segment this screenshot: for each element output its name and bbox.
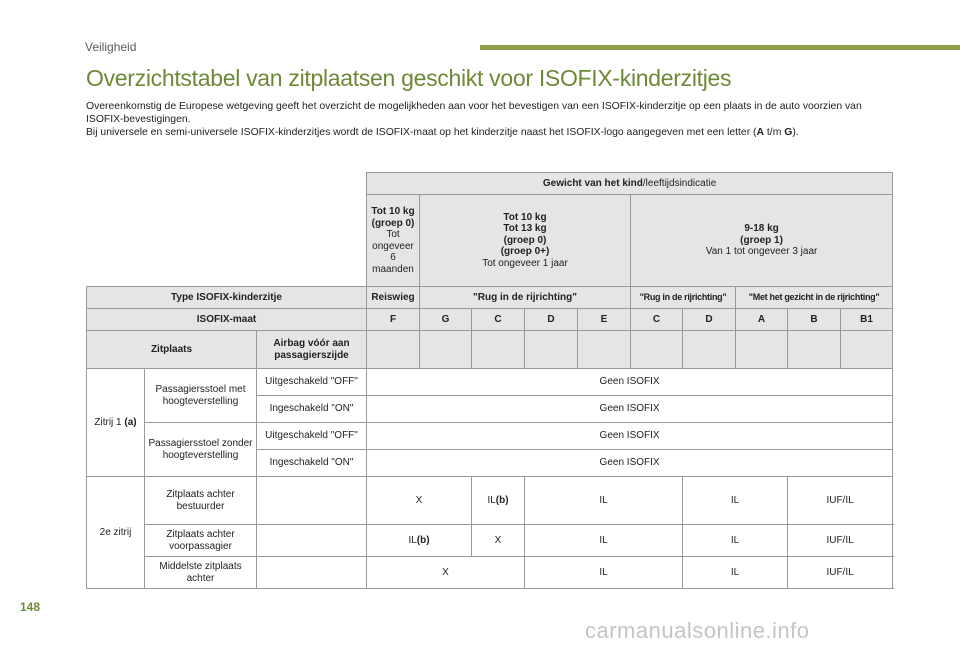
value-cell: IL — [683, 477, 788, 525]
value-cell: IL — [525, 477, 683, 525]
value-cell: X — [367, 557, 525, 589]
empty-header-cell — [525, 331, 578, 369]
empty-header-cell — [788, 331, 841, 369]
group-1-line: (groep 0) — [503, 234, 547, 246]
size-cell: B1 — [841, 309, 893, 331]
table-row — [87, 423, 893, 450]
value-cell: IL — [525, 557, 683, 589]
no-isofix-cell: Geen ISOFIX — [367, 423, 893, 450]
group-1 — [631, 195, 893, 287]
airbag-state: Uitgeschakeld "OFF" — [257, 423, 367, 450]
group-row — [87, 195, 893, 287]
value-cell — [472, 477, 525, 525]
seat-header-row — [87, 331, 893, 369]
type-rearward-1: "Rug in de rijrichting" — [420, 287, 631, 309]
group-1-line: Tot ongeveer 1 jaar — [482, 257, 568, 269]
value-cell: X — [472, 525, 525, 557]
no-isofix-cell: Geen ISOFIX — [367, 396, 893, 423]
value-cell: IUF/IL — [788, 525, 893, 557]
group-2-line: 9-18 kg — [744, 223, 779, 235]
table-row — [87, 525, 893, 557]
airbag-state: Ingeschakeld "ON" — [257, 396, 367, 423]
airbag-label: Airbag vóór aan passagierszijde — [257, 331, 367, 369]
airbag-empty — [257, 557, 367, 589]
value-cell: IUF/IL — [788, 477, 893, 525]
intro-text — [86, 100, 886, 139]
size-cell: G — [420, 309, 472, 331]
size-cell: A — [736, 309, 788, 331]
page-title: Overzichtstabel van zitplaatsen geschikt voor ISOFIX-kinderzitjes — [86, 65, 732, 91]
empty-header-cell — [420, 331, 472, 369]
size-label: ISOFIX-maat — [87, 309, 367, 331]
row-1-text: Zitrij 1 — [94, 416, 125, 428]
value-cell — [367, 525, 472, 557]
group-0plus — [420, 195, 631, 287]
weight-header-rest: /leeftijdsindicatie — [642, 177, 717, 189]
intro-text-e: ). — [792, 127, 799, 138]
weight-header-row — [87, 173, 893, 195]
value-cell: IL — [525, 525, 683, 557]
type-label: Type ISOFIX-kinderzitje — [87, 287, 367, 309]
blank-cell — [87, 173, 367, 195]
empty-header-cell — [736, 331, 788, 369]
group-1-line: (groep 0+) — [500, 246, 550, 258]
section-bar — [480, 45, 960, 50]
group-0-line: Tot 10 kg — [371, 206, 415, 217]
value-il: IL — [408, 534, 417, 546]
size-cell: E — [578, 309, 631, 331]
table-row — [87, 369, 893, 396]
front-seat-without-height: Passagiersstoel zonder hoogteverstelling — [145, 423, 257, 477]
value-note: (b) — [495, 494, 509, 506]
airbag-state: Uitgeschakeld "OFF" — [257, 369, 367, 396]
airbag-empty — [257, 477, 367, 525]
group-1-line: Tot 13 kg — [503, 223, 547, 235]
isofix-table — [86, 172, 893, 589]
table-row — [87, 557, 893, 589]
intro-letter-a: A — [756, 127, 765, 138]
row-1-label — [87, 369, 145, 477]
intro-paragraph-2 — [86, 126, 886, 139]
size-cell: C — [472, 309, 525, 331]
empty-header-cell — [841, 331, 893, 369]
no-isofix-cell: Geen ISOFIX — [367, 450, 893, 477]
empty-header-cell — [367, 331, 420, 369]
row-2-label: 2e zitrij — [87, 477, 145, 589]
type-forward: "Met het gezicht in de rijrichting" — [736, 287, 893, 309]
group-0 — [367, 195, 420, 287]
rear-middle-seat: Middelste zitplaats achter — [145, 557, 257, 589]
airbag-state: Ingeschakeld "ON" — [257, 450, 367, 477]
type-row — [87, 287, 893, 309]
size-row — [87, 309, 893, 331]
group-0-line: maanden — [372, 263, 414, 275]
empty-header-cell — [631, 331, 683, 369]
group-2-line: Van 1 tot ongeveer 3 jaar — [705, 246, 818, 258]
value-il: IL — [487, 494, 496, 506]
intro-text-c: t/m — [764, 127, 785, 138]
size-cell: D — [683, 309, 736, 331]
empty-header-cell — [472, 331, 525, 369]
rear-passenger-seat: Zitplaats achter voorpassagier — [145, 525, 257, 557]
intro-letter-g: G — [784, 127, 793, 138]
front-seat-with-height: Passagiersstoel met hoogteverstelling — [145, 369, 257, 423]
value-note: (b) — [416, 534, 430, 546]
airbag-empty — [257, 525, 367, 557]
watermark: carmanualsonline.info — [585, 618, 810, 643]
empty-header-cell — [683, 331, 736, 369]
table-row — [87, 477, 893, 525]
group-2-line: (groep 1) — [740, 234, 783, 246]
size-cell: B — [788, 309, 841, 331]
value-cell: IL — [683, 525, 788, 557]
value-cell: IL — [683, 557, 788, 589]
type-rearward-2: "Rug in de rijrichting" — [631, 287, 736, 309]
type-reiswieg: Reiswieg — [367, 287, 420, 309]
value-cell: IUF/IL — [788, 557, 893, 589]
size-cell: F — [367, 309, 420, 331]
section-label: Veiligheid — [85, 40, 137, 54]
weight-header-bold: Gewicht van het kind — [542, 177, 643, 189]
group-0-line: (groep 0) — [371, 217, 415, 229]
rear-driver-seat: Zitplaats achter bestuurder — [145, 477, 257, 525]
weight-header — [367, 173, 893, 195]
value-cell: X — [367, 477, 472, 525]
row-1-note: (a) — [124, 416, 137, 428]
intro-text-a: Bij universele en semi-universele ISOFIX-kinderzitjes wordt de ISOFIX-maat op het kinderzitje naast het ISOFIX-logo aangegeven met een letter ( — [86, 127, 757, 138]
size-cell: D — [525, 309, 578, 331]
intro-paragraph-1: Overeenkomstig de Europese wetgeving geeft het overzicht de mogelijkheden aan voor het bevestigen van een ISOFIX-kinderzitje op een plaats in de auto voorzien van ISOFIX-bevestigingen. — [86, 101, 862, 125]
seat-label: Zitplaats — [87, 331, 257, 369]
no-isofix-cell: Geen ISOFIX — [367, 369, 893, 396]
group-0-line: Tot ongeveer 6 — [372, 229, 414, 263]
size-cell: C — [631, 309, 683, 331]
blank-cell — [87, 195, 367, 287]
group-1-line: Tot 10 kg — [503, 211, 547, 223]
page-number: 148 — [20, 600, 41, 614]
empty-header-cell — [578, 331, 631, 369]
